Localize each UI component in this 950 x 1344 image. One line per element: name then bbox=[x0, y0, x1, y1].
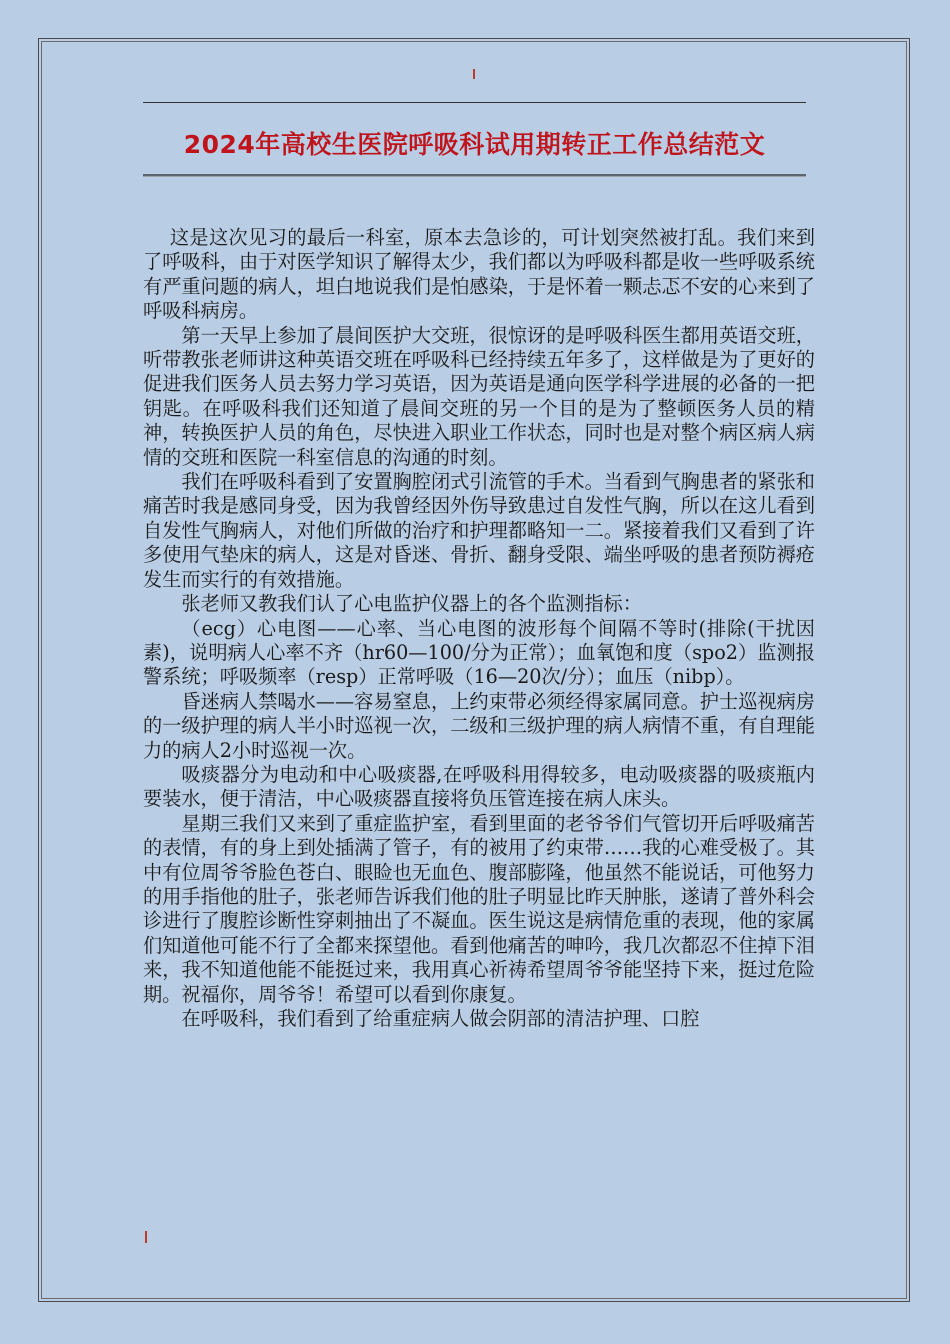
paragraph: 我们在呼吸科看到了安置胸腔闭式引流管的手术。当看到气胸患者的紧张和痛苦时我是感同身受，因为我曾经因外伤导致患过自发性气胸，所以在这儿看到自发性气胸病人，对他们所做的治疗和护理都略知一二。紧接着我们又看到了许多使用气垫床的病人，这是对昏迷、骨折、翻身受限、端坐呼吸的患者预防褥疮发生而实行的有效措施。 bbox=[143, 470, 815, 591]
paragraph: 第一天早上参加了晨间医护大交班，很惊讶的是呼吸科医生都用英语交班，听带教张老师讲这种英语交班在呼吸科已经持续五年多了，这样做是为了更好的促进我们医务人员去努力学习英语，因为英语是通向医学科学进展的必备的一把钥匙。在呼吸科我们还知道了晨间交班的另一个目的是为了整顿医务人员的精神，转换医护人员的角色，尽快进入职业工作状态，同时也是对整个病区病人病情的交班和医院一科室信息的沟通的时刻。 bbox=[143, 323, 815, 469]
paragraph: 张老师又教我们认了心电监护仪器上的各个监测指标： bbox=[181, 592, 642, 616]
paragraph: 昏迷病人禁喝水——容易窒息，上约束带必须经得家属同意。护士巡视病房的一级护理的病人半小时巡视一次，二级和三级护理的病人病情不重，有自理能力的病人2小时巡视一次。 bbox=[143, 689, 815, 762]
paragraph: （ecg）心电图——心率、当心电图的波形每个间隔不等时(排除(干扰因素)，说明病人心率不齐（hr60—100/分为正常）；血氧饱和度（spo2）监测报警系统；呼吸频率（resp）正常呼吸（16—20次/分）；血压（nibp）。 bbox=[143, 616, 815, 689]
title-rule bbox=[143, 174, 806, 176]
document-title: 2024年高校生医院呼吸科试用期转正工作总结范文 bbox=[183, 130, 766, 159]
footer-mark bbox=[145, 1231, 147, 1243]
header-mark bbox=[473, 69, 475, 79]
paragraph: 这是这次见习的最后一科室，原本去急诊的，可计划突然被打乱。我们来到了呼吸科，由于对医学知识了解得太少，我们都以为呼吸科都是收一些呼吸系统有严重问题的病人，坦白地说我们是怕感染，于是怀着一颗忐忑不安的心来到了呼吸科病房。 bbox=[143, 226, 815, 323]
paragraph: 星期三我们又来到了重症监护室，看到里面的老爷爷们气管切开后呼吸痛苦的表情，有的身上到处插满了管子，有的被用了约束带……我的心难受极了。其中有位周爷爷脸色苍白、眼睑也无血色、腹部膨隆，他虽然不能说话，可他努力的用手指他的肚子，张老师告诉我们他的肚子明显比昨天肿胀，遂请了普外科会诊进行了腹腔诊断性穿刺抽出了不凝血。医生说这是病情危重的表现，他的家属们知道他可能不行了全都来探望他。看到他痛苦的呻吟，我几次都忍不住掉下泪来，我不知道他能不能挺过来，我用真心祈祷希望周爷爷能坚持下来，挺过危险期。祝福你，周爷爷！希望可以看到你康复。 bbox=[143, 811, 815, 1006]
paragraph: 在呼吸科，我们看到了给重症病人做会阴部的清洁护理、口腔 bbox=[181, 1007, 700, 1030]
document-body bbox=[143, 226, 815, 1031]
paragraph: 吸痰器分为电动和中心吸痰器,在呼吸科用得较多，电动吸痰器的吸痰瓶内要装水，便于清洁，中心吸痰器直接将负压管连接在病人床头。 bbox=[143, 762, 815, 811]
header-rule bbox=[143, 102, 806, 103]
